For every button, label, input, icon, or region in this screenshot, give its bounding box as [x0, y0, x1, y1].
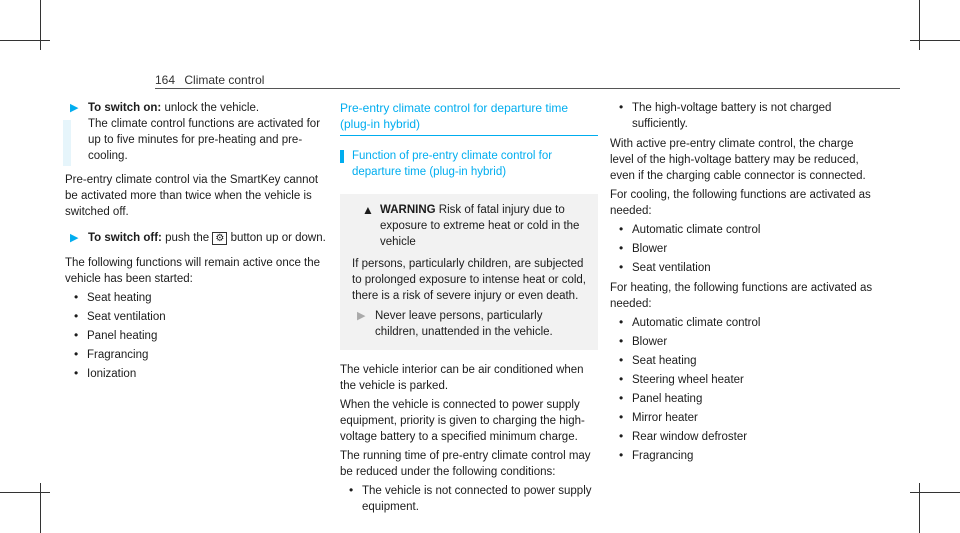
paragraph: The running time of pre-entry climate control may be reduced under the following conditions:: [340, 450, 591, 478]
list-item: • The high-voltage battery is not charged sufficiently.: [619, 100, 832, 130]
list-item: • Steering wheel heater: [619, 372, 744, 386]
warning-title: Risk of fatal injury due to exposure to extreme heat or cold in the vehicle: [380, 204, 580, 248]
switch-off-step: [65, 230, 327, 247]
page-header: [155, 73, 264, 87]
list-item: • Blower: [619, 241, 668, 255]
switch-off-label: To switch off:: [88, 232, 162, 244]
list-item: • Panel heating: [619, 391, 703, 405]
paragraph: When the vehicle is connected to power supply equipment, priority is given to charging the high-voltage battery to a specified minimum charge.: [340, 399, 585, 443]
subsection-heading: Function of pre-entry climate control for departure time (plug-in hybrid): [340, 148, 598, 180]
list-item: • Seat heating: [619, 353, 697, 367]
list-item: • Seat ventilation: [74, 309, 166, 323]
right-column: [610, 100, 875, 468]
switch-on-label: To switch on:: [88, 102, 162, 114]
crop-mark: [919, 483, 920, 533]
list-item: • The vehicle is not connected to power supply equipment.: [349, 483, 592, 513]
list-item: • Ionization: [74, 366, 137, 380]
climate-button-icon: ⚙: [212, 232, 227, 245]
warning-header: [352, 202, 588, 250]
paragraph: With active pre-entry climate control, the charge level of the high-voltage battery may be reduced, even if the charging cable connector is connected.: [610, 138, 866, 182]
crop-mark: [0, 492, 50, 493]
crop-mark: [40, 483, 41, 533]
remain-active-paragraph: The following functions will remain active once the vehicle has been started:: [65, 257, 321, 285]
step-arrow-icon: ▶: [357, 310, 366, 322]
list-item: • Automatic climate control: [619, 222, 761, 236]
subheading-marker: [340, 150, 344, 163]
step-arrow-icon: ▶: [70, 232, 79, 244]
switch-on-text: unlock the vehicle.: [161, 102, 260, 114]
switch-off-text: push the: [161, 232, 213, 244]
remain-active-list: [65, 290, 327, 382]
crop-mark: [910, 40, 960, 41]
conditions-list: [340, 483, 598, 515]
warning-step: ▶ Never leave persons, particularly children, unattended in the vehicle.: [357, 310, 553, 338]
section-heading: Pre-entry climate control for departure time (plug-in hybrid): [340, 101, 569, 131]
section-heading-rule: [340, 135, 598, 136]
smartkey-paragraph: Pre-entry climate control via the SmartKey cannot be activated more than twice when the vehicle is switched off.: [65, 174, 319, 218]
crop-mark: [0, 40, 50, 41]
heating-list: [610, 315, 875, 464]
cooling-list: [610, 222, 875, 276]
left-column: [65, 100, 327, 386]
switch-off-text-after: button up or down.: [227, 232, 326, 244]
list-item: • Mirror heater: [619, 410, 698, 424]
list-item: • Seat ventilation: [619, 260, 711, 274]
warning-triangle-icon: ▲: [362, 203, 374, 217]
page-title: Climate control: [184, 73, 265, 87]
step-arrow-icon: ▶: [70, 102, 79, 114]
crop-mark: [40, 0, 41, 50]
warning-body: If persons, particularly children, are subjected to prolonged exposure to intense heat or cold, there is a risk of severe injury or even death.: [352, 258, 586, 302]
crop-mark: [910, 492, 960, 493]
list-item: • Blower: [619, 334, 668, 348]
warning-box: [340, 194, 598, 350]
conditions-list-continued: [610, 100, 875, 132]
step-indicator-bar: [63, 120, 71, 166]
warning-label: WARNING: [380, 204, 436, 216]
paragraph: The vehicle interior can be air conditioned when the vehicle is parked.: [340, 364, 584, 392]
page-number: 164: [155, 73, 176, 87]
list-item: • Fragrancing: [619, 448, 694, 462]
list-item: • Rear window defroster: [619, 429, 748, 443]
list-item: • Fragrancing: [74, 347, 149, 361]
list-item: • Seat heating: [74, 290, 152, 304]
header-divider: [155, 88, 900, 89]
list-item: • Panel heating: [74, 328, 158, 342]
middle-column: [340, 100, 598, 519]
switch-on-body: The climate control functions are activated for up to five minutes for pre-heating and pre-cooling.: [88, 118, 321, 162]
switch-on-step: [65, 100, 327, 164]
cooling-paragraph: For cooling, the following functions are activated as needed:: [610, 189, 871, 217]
crop-mark: [919, 0, 920, 50]
list-item: • Automatic climate control: [619, 315, 761, 329]
heating-paragraph: For heating, the following functions are activated as needed:: [610, 282, 873, 310]
